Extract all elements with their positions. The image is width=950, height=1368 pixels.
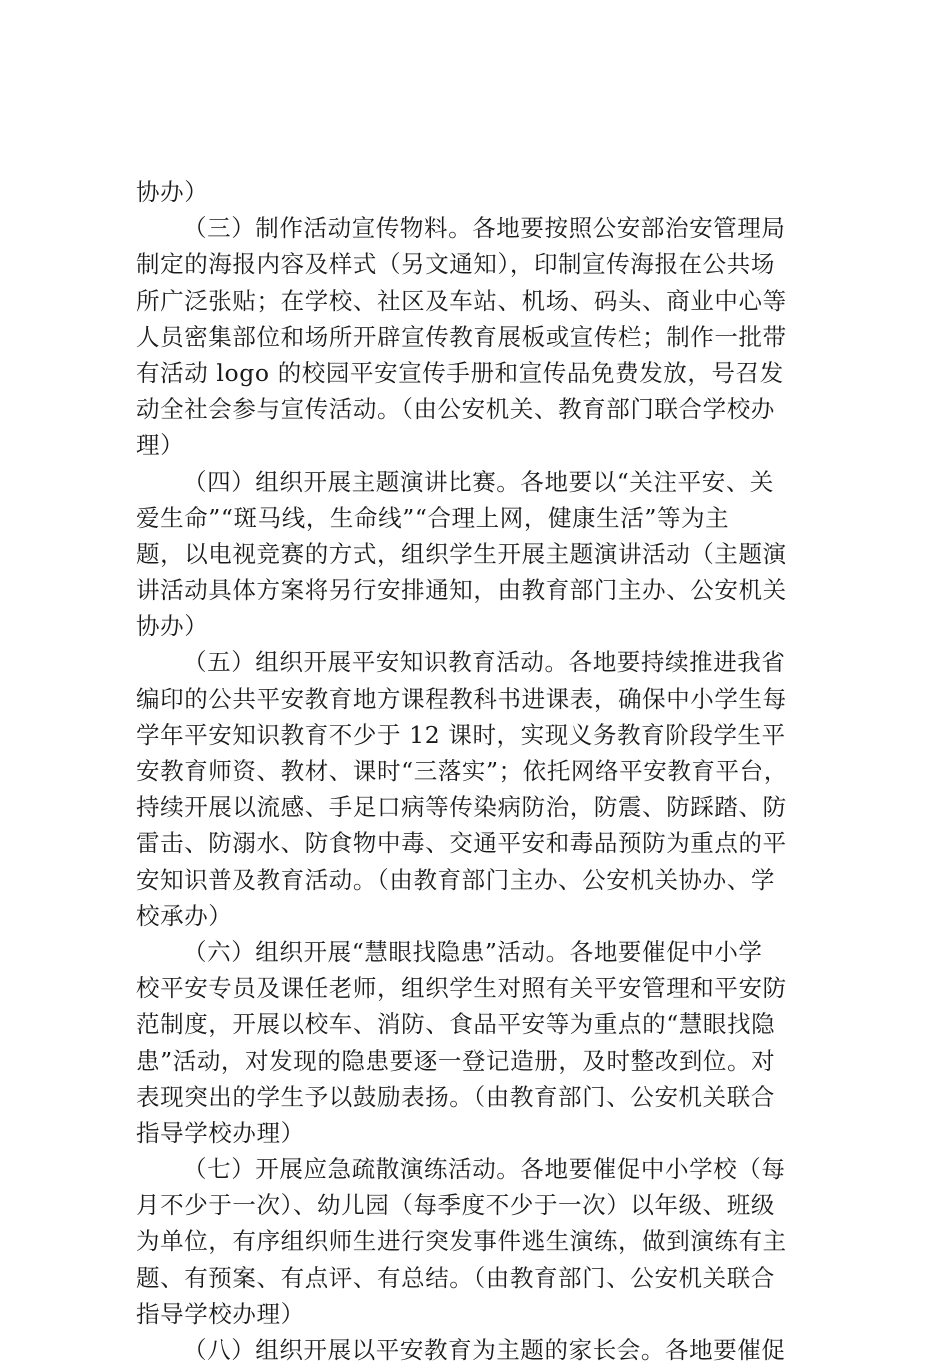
text-line: 校承办） — [136, 901, 233, 930]
document-body — [136, 174, 826, 1368]
text-line: 安知识普及教育活动。（由教育部门主办、公安机关协办、学 — [136, 865, 775, 894]
text-line: 学年平安知识教育不少于 12 课时，实现义务教育阶段学生平 — [136, 720, 786, 749]
text-line: 指导学校办理） — [136, 1118, 305, 1147]
text-line: （八）组织开展以平安教育为主题的家长会。各地要催促 — [183, 1336, 786, 1364]
text-line: 患”活动，对发现的隐患要逐一登记造册，及时整改到位。对 — [136, 1046, 776, 1075]
text-line: 编印的公共平安教育地方课程教科书进课表，确保中小学生每 — [136, 684, 787, 713]
text-line: 人员密集部位和场所开辟宣传教育展板或宣传栏；制作一批带 — [136, 322, 787, 351]
text-line: 雷击、防溺水、防食物中毒、交通平安和毒品预防为重点的平 — [136, 829, 787, 858]
text-line: 为单位，有序组织师生进行突发事件逃生演练，做到演练有主 — [136, 1227, 787, 1256]
text-line: （五）组织开展平安知识教育活动。各地要持续推进我省 — [183, 648, 786, 677]
text-line: 题，以电视竞赛的方式，组织学生开展主题演讲活动（主题演 — [136, 539, 787, 568]
text-line: 持续开展以流感、手足口病等传染病防治，防震、防踩踏、防 — [136, 793, 787, 822]
text-line: 指导学校办理） — [136, 1299, 305, 1328]
text-line: 讲活动具体方案将另行安排通知，由教育部门主办、公安机关 — [136, 576, 787, 605]
text-line: 协办） — [136, 178, 209, 206]
text-line: 有活动 logo 的校园平安宣传手册和宣传品免费发放，号召发 — [136, 358, 784, 387]
text-line: 校平安专员及课任老师，组织学生对照有关平安管理和平安防 — [136, 974, 787, 1003]
text-line: （四）组织开展主题演讲比赛。各地要以“关注平安、关 — [183, 467, 775, 496]
text-line: 协办） — [136, 612, 209, 641]
text-line: 范制度，开展以校车、消防、食品平安等为重点的“慧眼找隐 — [136, 1010, 776, 1039]
text-line: 所广泛张贴；在学校、社区及车站、机场、码头、商业中心等 — [136, 286, 787, 315]
text-line: 题、有预案、有点评、有总结。（由教育部门、公安机关联合 — [136, 1263, 775, 1292]
text-line: 动全社会参与宣传活动。（由公安机关、教育部门联合学校办 — [136, 395, 775, 424]
text-line: 制定的海报内容及样式（另文通知），印制宣传海报在公共场 — [136, 250, 775, 279]
text-line: 理） — [136, 431, 185, 460]
text-line: （三）制作活动宣传物料。各地要按照公安部治安管理局 — [183, 214, 786, 243]
text-line: 爱生命”“斑马线，生命线”“合理上网，健康生活”等为主 — [136, 503, 730, 532]
text-line: 安教育师资、教材、课时“三落实”；依托网络平安教育平台， — [136, 757, 788, 785]
text-line: 表现突出的学生予以鼓励表扬。（由教育部门、公安机关联合 — [136, 1082, 775, 1111]
text-line: 月不少于一次）、幼儿园（每季度不少于一次）以年级、班级 — [136, 1191, 775, 1220]
text-line: （六）组织开展“慧眼找隐患”活动。各地要催促中小学 — [183, 937, 763, 966]
text-line: （七）开展应急疏散演练活动。各地要催促中小学校（每 — [183, 1155, 786, 1184]
